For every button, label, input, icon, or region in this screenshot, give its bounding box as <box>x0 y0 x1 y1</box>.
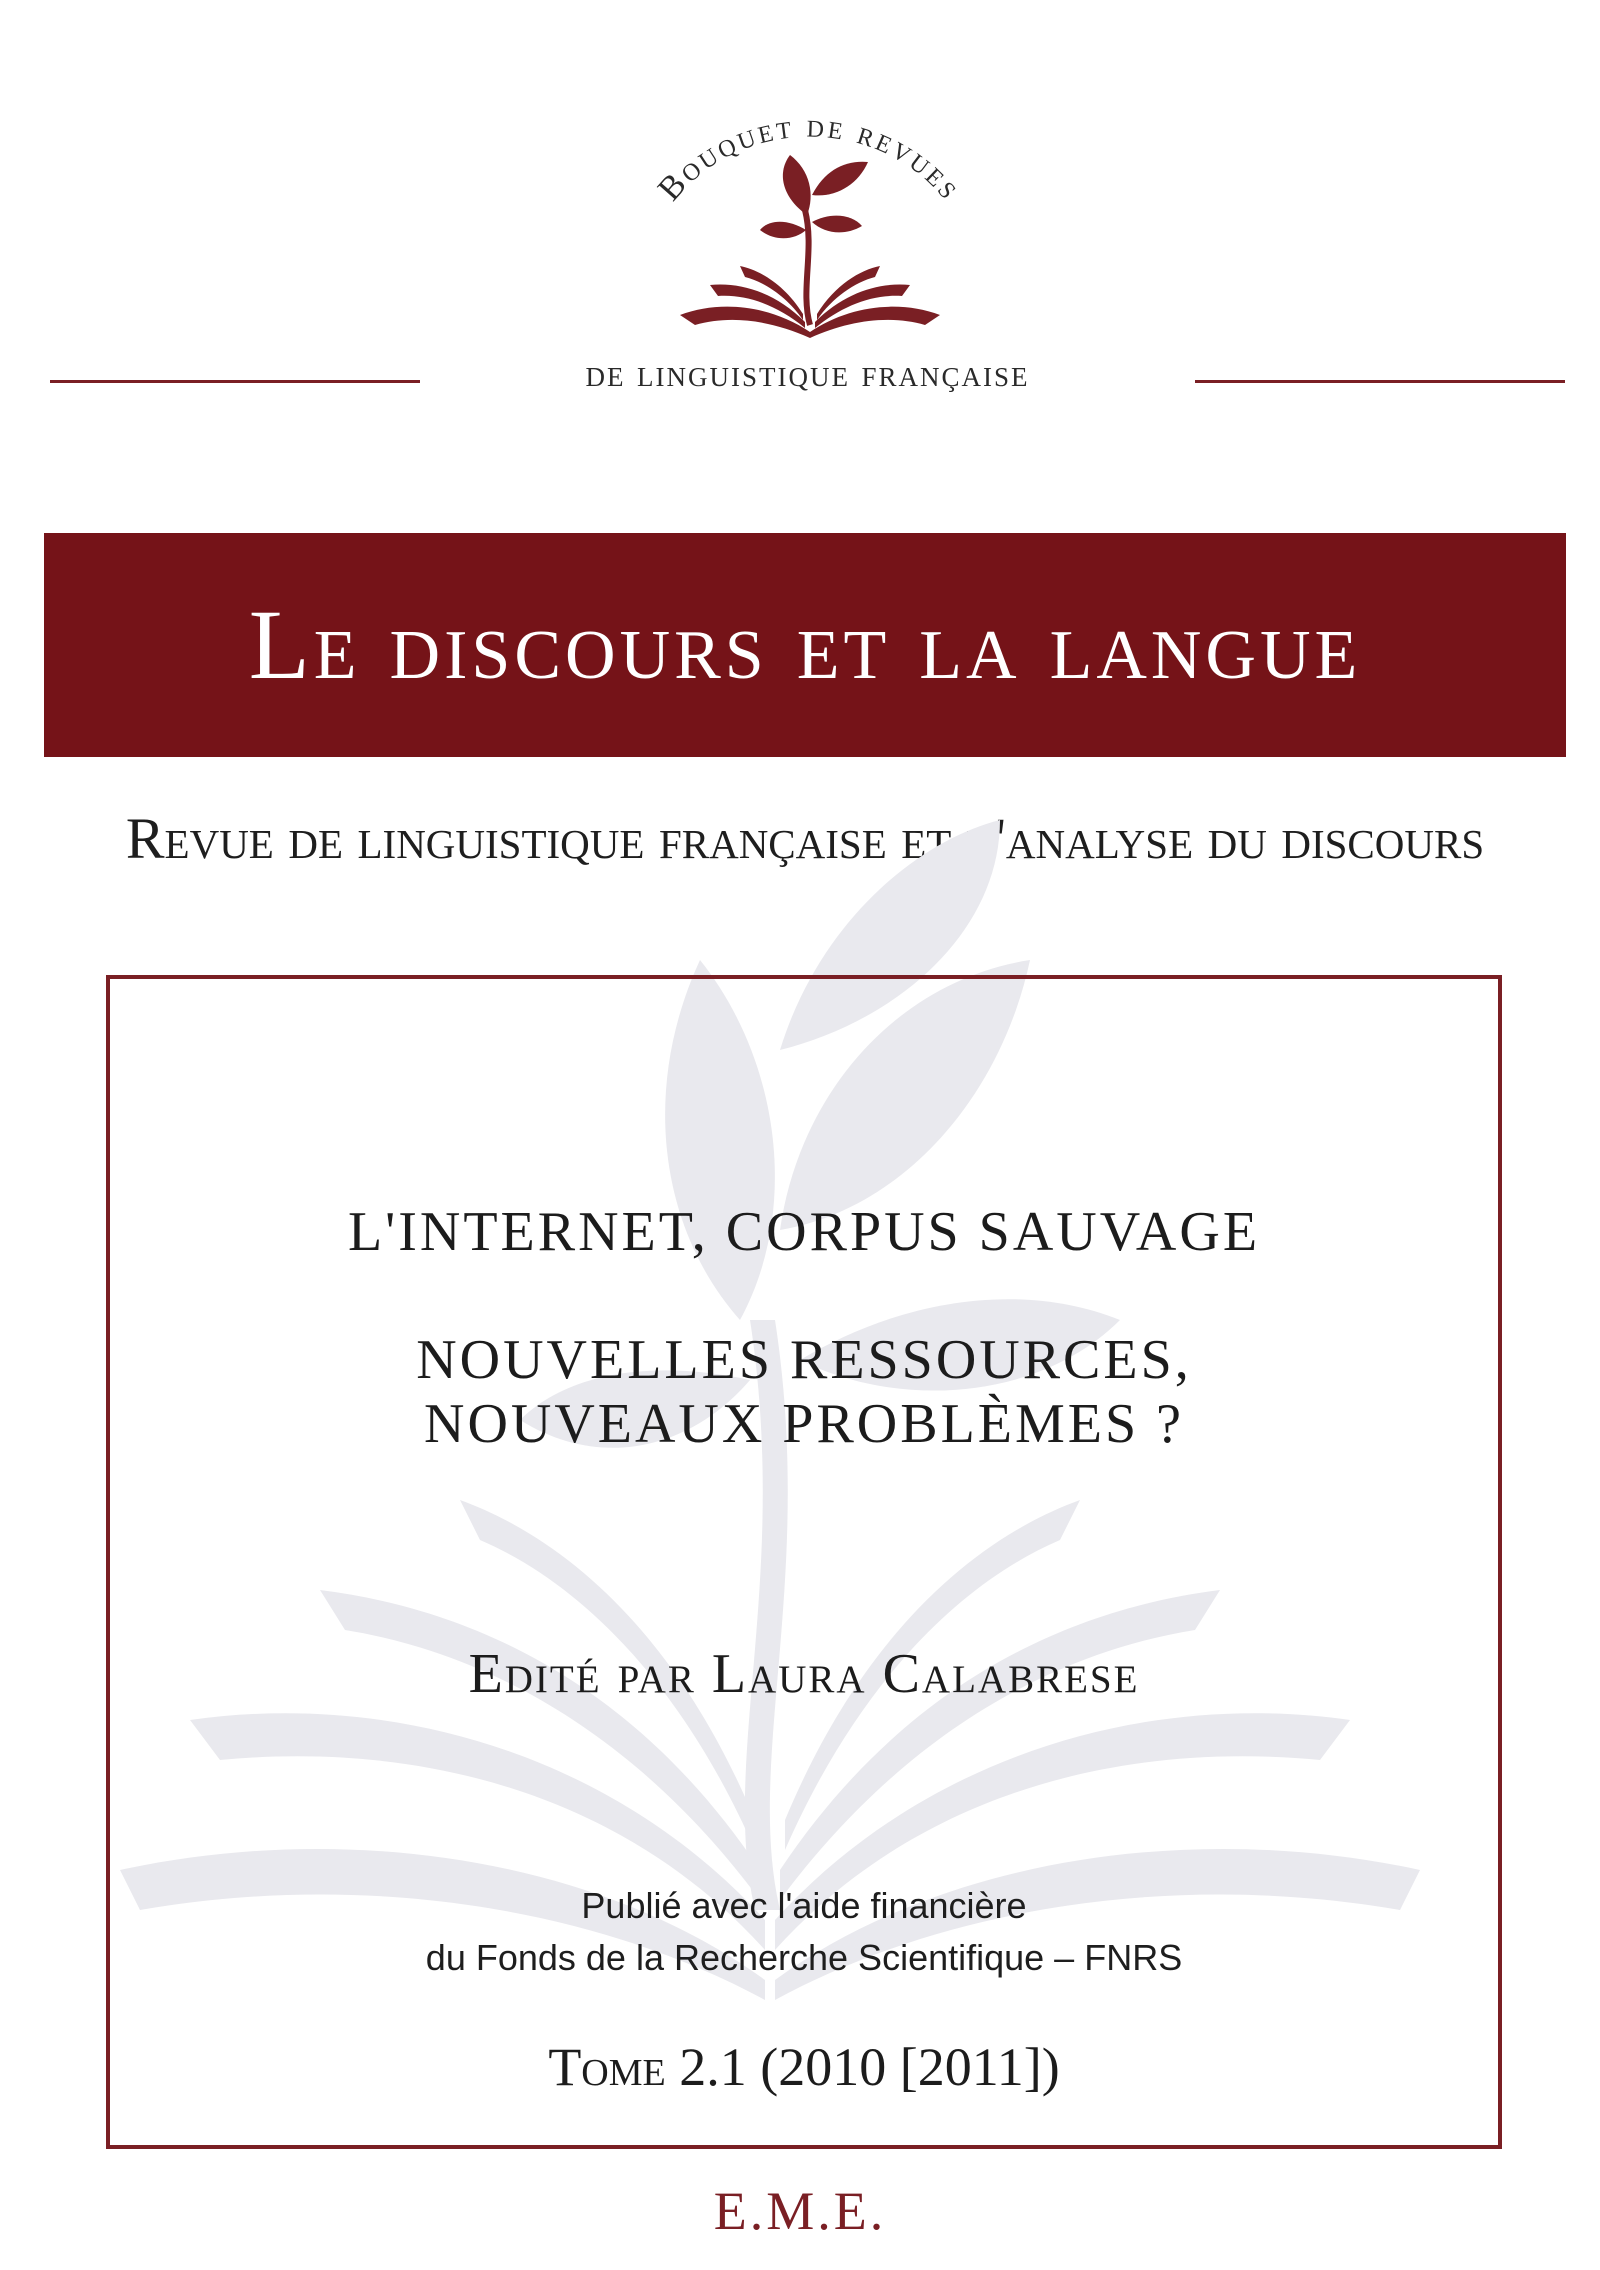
journal-subtitle: Revue de linguistique française et d'analyse du discours <box>125 806 1485 871</box>
series-subtitle: de linguistique française <box>585 353 1030 395</box>
issue-subtitle-line2: NOUVEAUX PROBLÈMES ? <box>424 1393 1184 1455</box>
volume-label: Tome <box>548 2037 666 2097</box>
plant-book-icon <box>600 70 1020 350</box>
header-divider-left <box>50 380 420 383</box>
volume-number: 2.1 (2010 [2011]) <box>679 2037 1060 2097</box>
issue-subtitle <box>106 1328 1502 1456</box>
funding-line2: du Fonds de la Recherche Scientifique – FNRS <box>425 1937 1183 1978</box>
journal-title: Le discours et la langue <box>248 589 1362 700</box>
header-divider-right <box>1195 380 1565 383</box>
series-logo <box>0 0 1600 420</box>
logo-arc-text: Bouquet de revues <box>651 107 970 208</box>
funding-note <box>106 1880 1502 1984</box>
publisher-name: E.M.E. <box>713 2181 887 2241</box>
funding-line1: Publié avec l'aide financière <box>581 1885 1027 1926</box>
issue-editor: Edité par Laura Calabrese <box>468 1643 1140 1705</box>
issue-title: L'INTERNET, CORPUS SAUVAGE <box>347 1201 1261 1263</box>
volume-info <box>106 2036 1502 2098</box>
issue-subtitle-line1: NOUVELLES RESSOURCES, <box>416 1329 1192 1391</box>
title-band <box>44 533 1566 757</box>
